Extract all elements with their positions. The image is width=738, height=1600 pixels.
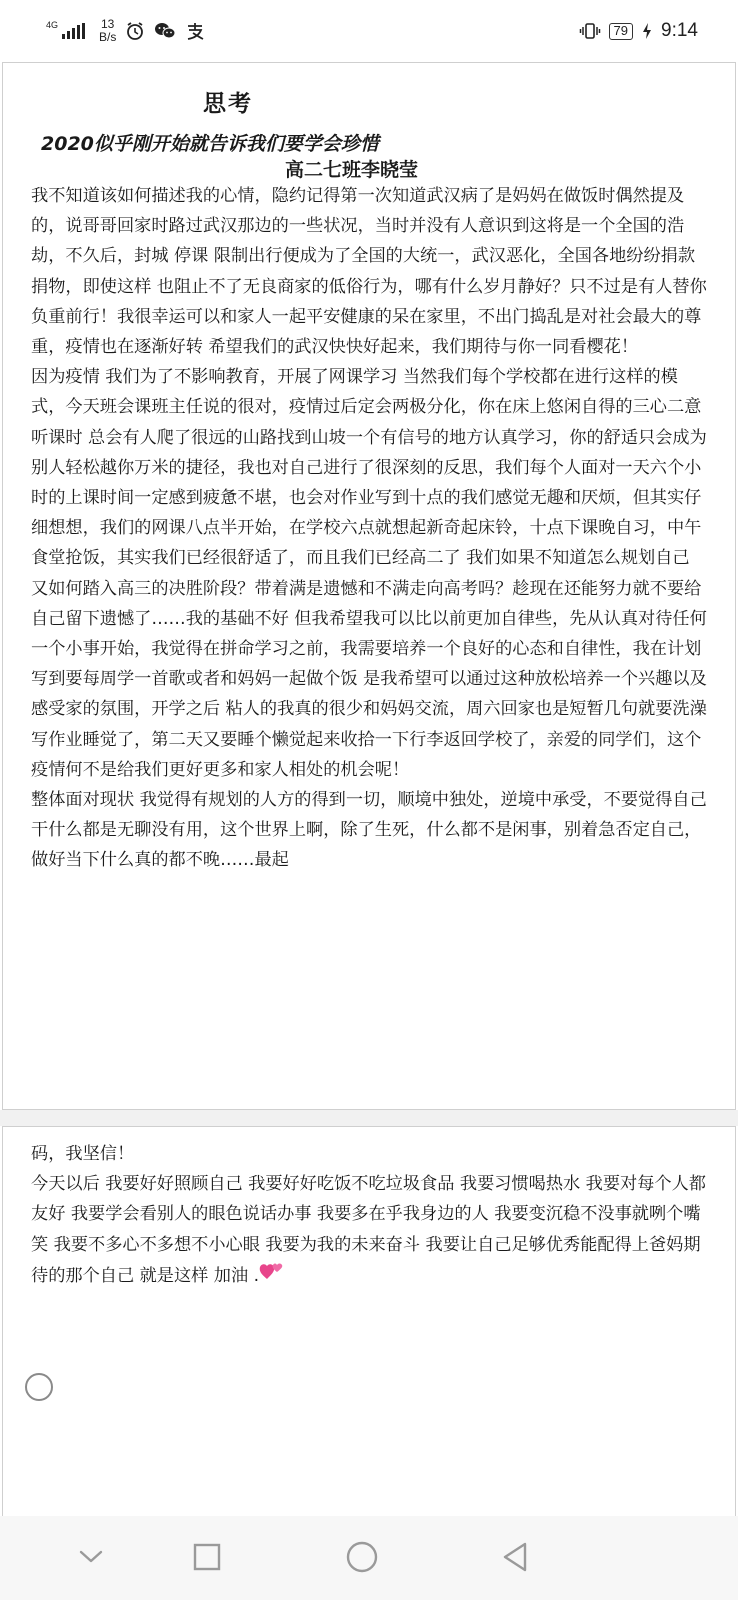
recent-apps-icon[interactable] — [184, 1534, 230, 1580]
signal-icon — [62, 23, 85, 39]
document-subtitle: 2020似乎刚开始就告诉我们要学会珍惜 — [41, 133, 379, 155]
paragraph: 码，我坚信！ — [31, 1144, 135, 1164]
network-type-label: 4G — [46, 19, 59, 30]
status-clock: 9:14 — [661, 20, 698, 41]
charging-icon — [641, 20, 653, 42]
network-speed-value: 13 — [101, 17, 115, 31]
back-down-icon[interactable] — [68, 1534, 114, 1580]
document-page-1 — [2, 62, 736, 1110]
back-icon[interactable] — [492, 1534, 538, 1580]
document-author: 高二七班李晓莹 — [285, 159, 419, 181]
paragraph — [31, 1169, 707, 1292]
status-right-group — [579, 14, 698, 48]
network-speed-unit: B/s — [99, 30, 117, 44]
navigation-bar — [0, 1516, 738, 1600]
home-icon[interactable] — [339, 1534, 385, 1580]
network-speed — [99, 18, 116, 44]
two-hearts-icon — [259, 1260, 285, 1292]
page-separator — [0, 1110, 738, 1126]
document-page-2 — [2, 1126, 736, 1516]
document-body-page-1 — [31, 181, 707, 876]
battery-indicator: 79 — [609, 23, 633, 40]
paragraph-text: 今天以后 我要好好照顾自己 我要好好吃饭不吃垃圾食品 我要习惯喝热水 我要对每个人都友好 我要学会看别人的眼色说话办事 我要多在乎我身边的人 我要变沉稳不没事就咧个嘴笑 我要不多心不多想不小心眼 我要为我的未来奋斗 我要让自己足够优秀能配得上爸妈期待的那个自己 就是这样 加油 . — [31, 1174, 706, 1286]
alipay-icon — [184, 20, 206, 42]
wechat-icon — [154, 20, 176, 42]
paragraph: 我不知道该如何描述我的心情，隐约记得第一次知道武汉病了是妈妈在做饭时偶然提及的，说哥哥回家时路过武汉那边的一些状况，当时并没有人意识到这将是一个全国的浩劫，不久后，封城 停课 限制出行便成为了全国的大统一，武汉恶化，全国各地纷纷捐款捐物，即使这样 也阻止不了无良商家的低俗行为，哪有什么岁月静好？只不过是有人替你负重前行！我很幸运可以和家人一起平安健康的呆在家里，不出门捣乱是对社会最大的尊重，疫情也在逐渐好转 希望我们的武汉快快好起来，我们期待与你一同看樱花！ — [31, 186, 707, 358]
paragraph: 因为疫情 我们为了不影响教育，开展了网课学习 当然我们每个学校都在进行这样的模式，今天班会课班主任说的很对，疫情过后定会两极分化，你在床上悠闲自得的三心二意听课时 总会有人爬了很远的山路找到山坡一个有信号的地方认真学习，你的舒适只会成为别人轻松越你万米的捷径，我也对自己进行了很深刻的反思，我们每个人面对一天六个小时的上课时间一定感到疲惫不堪，也会对作业写到十点的我们感觉无趣和厌烦，但其实仔细想想，我们的网课八点半开始，在学校六点就想起新奇起床铃，十点下课晚自习，中午食堂抢饭，其实我们已经很舒适了，而且我们已经高二了 我们如果不知道怎么规划自己 又如何踏入高三的决胜阶段？带着满是遗憾和不满走向高考吗？趁现在还能努力就不要给自己留下遗憾了……我的基础不好 但我希望我可以比以前更加自律些，先从认真对待任何一个小事开始，我觉得在拼命学习之前，我需要培养一个良好的心态和自律性，我在计划写到要每周学一首歌或者和妈妈一起做个饭 是我希望可以通过这种放松培养一个兴趣以及感受家的氛围，开学之后 粘人的我真的很少和妈妈交流，周六回家也是短暂几句就要洗澡写作业睡觉了，第二天又要睡个懒觉起来收拾一下行李返回学校了，亲爱的同学们，这个疫情何不是给我们更好更多和家人相处的机会呢！ — [31, 367, 707, 780]
status-left-group — [46, 14, 206, 48]
paragraph: 整体面对现状 我觉得有规划的人方的得到一切，顺境中独处，逆境中承受，不要觉得自己干什么都是无聊没有用，这个世界上啊，除了生死，什么都不是闲事，别着急否定自己，做好当下什么真的都不晚……最起 — [31, 790, 707, 871]
alarm-icon — [124, 20, 146, 42]
document-body-page-2 — [31, 1139, 707, 1292]
document-title: 思考 — [203, 91, 253, 117]
status-bar — [0, 0, 738, 62]
vibrate-icon — [579, 20, 601, 42]
selection-circle[interactable] — [25, 1373, 53, 1401]
